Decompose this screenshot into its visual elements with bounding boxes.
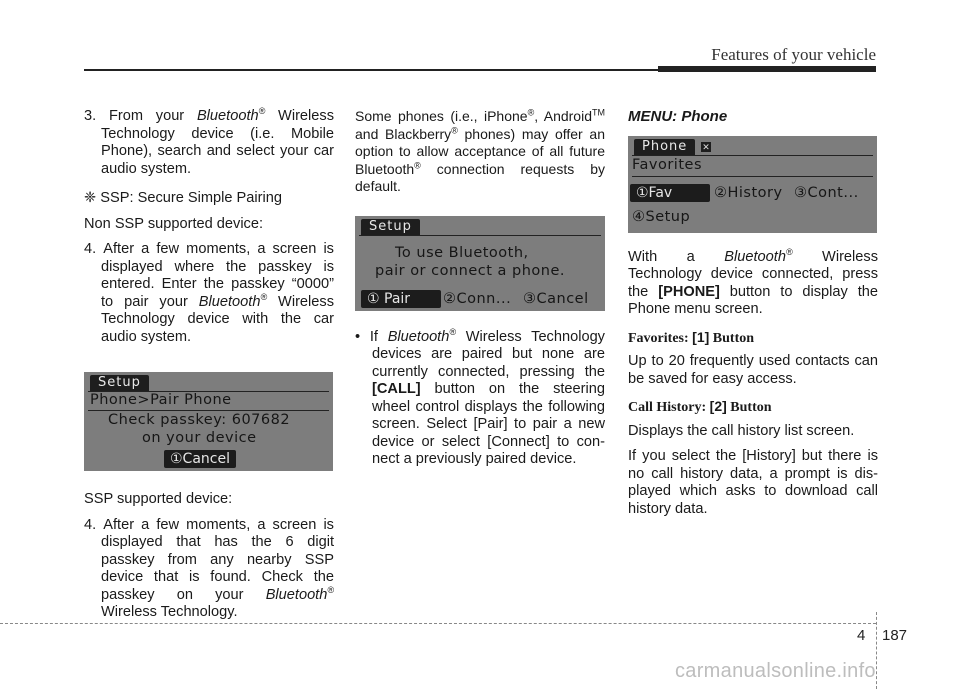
screen-tab-phone: Phone (634, 139, 695, 155)
call-history-heading: Call History: [2] Button (628, 398, 772, 415)
header-bar (658, 66, 876, 72)
cancel-option[interactable]: ③Cancel (523, 290, 589, 307)
column-3 (628, 108, 878, 526)
ssp-note: ❈ SSP: Secure Simple Pairing (84, 190, 282, 206)
screen-divider (88, 410, 329, 411)
page-number: 187 (882, 627, 908, 644)
screen-divider (359, 235, 601, 236)
chapter-number: 4 (857, 627, 866, 644)
column-2 (355, 108, 605, 477)
footer-divider (876, 612, 877, 689)
step-4-ssp: 4. After a few moments, a screen is displayed that has the 6 digit passkey from any nearby SSP device that is found. Check the passkey on your Bluetooth® Wireless Technology. (84, 516, 334, 620)
cancel-button[interactable]: ①Cancel (164, 450, 236, 468)
setup-option[interactable]: ④Setup (632, 208, 691, 225)
step-3: 3. From your Bluetooth® Wireless Technology device (i.e. Mobile Phone), search and select your car audio system. (84, 106, 334, 177)
phone-menu-paragraph: With a Bluetooth® Wireless Technology device connected, press the [PHONE] button to display the Phone menu screen. (628, 246, 878, 317)
bluetooth-prompt-line2: pair or connect a phone. (375, 262, 566, 279)
section-heading: MENU: Phone (628, 108, 728, 125)
watermark: carmanualsonline.info (675, 660, 876, 682)
call-history-text-1: Displays the call history list screen. (628, 422, 855, 439)
favorites-label: Favorites (632, 156, 702, 173)
step-4-non-ssp: 4. After a few moments, a screen is displayed where the passkey is entered. Enter the passkey “0000” to pair your Bluetooth® Wireless Technology device with the car audio system. (84, 241, 334, 345)
ssp-label: SSP supported device: (84, 491, 233, 507)
non-ssp-label: Non SSP supported device: (84, 215, 264, 232)
passkey-text: Check passkey: 607682 (108, 412, 291, 428)
screen-divider (632, 155, 873, 156)
contacts-option[interactable]: ③Cont... (794, 184, 859, 201)
history-option[interactable]: ②History (714, 184, 783, 201)
header-title: Features of your vehicle (711, 45, 876, 64)
favorites-heading: Favorites: [1] Button (628, 328, 755, 346)
screen-divider (632, 176, 873, 177)
footer-rule (0, 623, 876, 624)
close-icon[interactable]: ✕ (702, 141, 710, 152)
pair-connect-screen (355, 216, 605, 311)
phone-menu-screen (628, 136, 877, 233)
connect-option[interactable]: ②Conn... (443, 290, 512, 307)
phones-intro: Some phones (i.e., iPhone®, Android™ and Blackberry® phones) may offer an option to allow acceptance of all future Bluetooth® connection requests by default. (355, 107, 605, 194)
screen-path: Phone>Pair Phone (90, 392, 232, 408)
passkey-screen (84, 372, 333, 471)
fav-button[interactable]: ①Fav (630, 184, 710, 202)
column-1 (84, 108, 334, 630)
screen-tab-setup: Setup (90, 375, 149, 391)
favorites-text: Up to 20 frequently used contacts can be saved for easy access. (628, 353, 878, 387)
call-history-text-2: If you select the [History] but there is no call history data, a prompt is dis-played which asks to download call history data. (628, 448, 878, 517)
pair-button[interactable]: ① Pair (361, 290, 441, 308)
bullet-paired-devices: • If Bluetooth® Wireless Technology devices are paired but none are currently connected, pressing the [CALL] button on the steering wheel control displays the following screen. Select [Pair] to pair a new device or select [Connect] to con-nect a previously paired device. (355, 326, 605, 467)
screen-tab-setup: Setup (361, 219, 420, 235)
on-device-text: on your device (142, 430, 257, 446)
bluetooth-prompt-line1: To use Bluetooth, (395, 244, 529, 261)
